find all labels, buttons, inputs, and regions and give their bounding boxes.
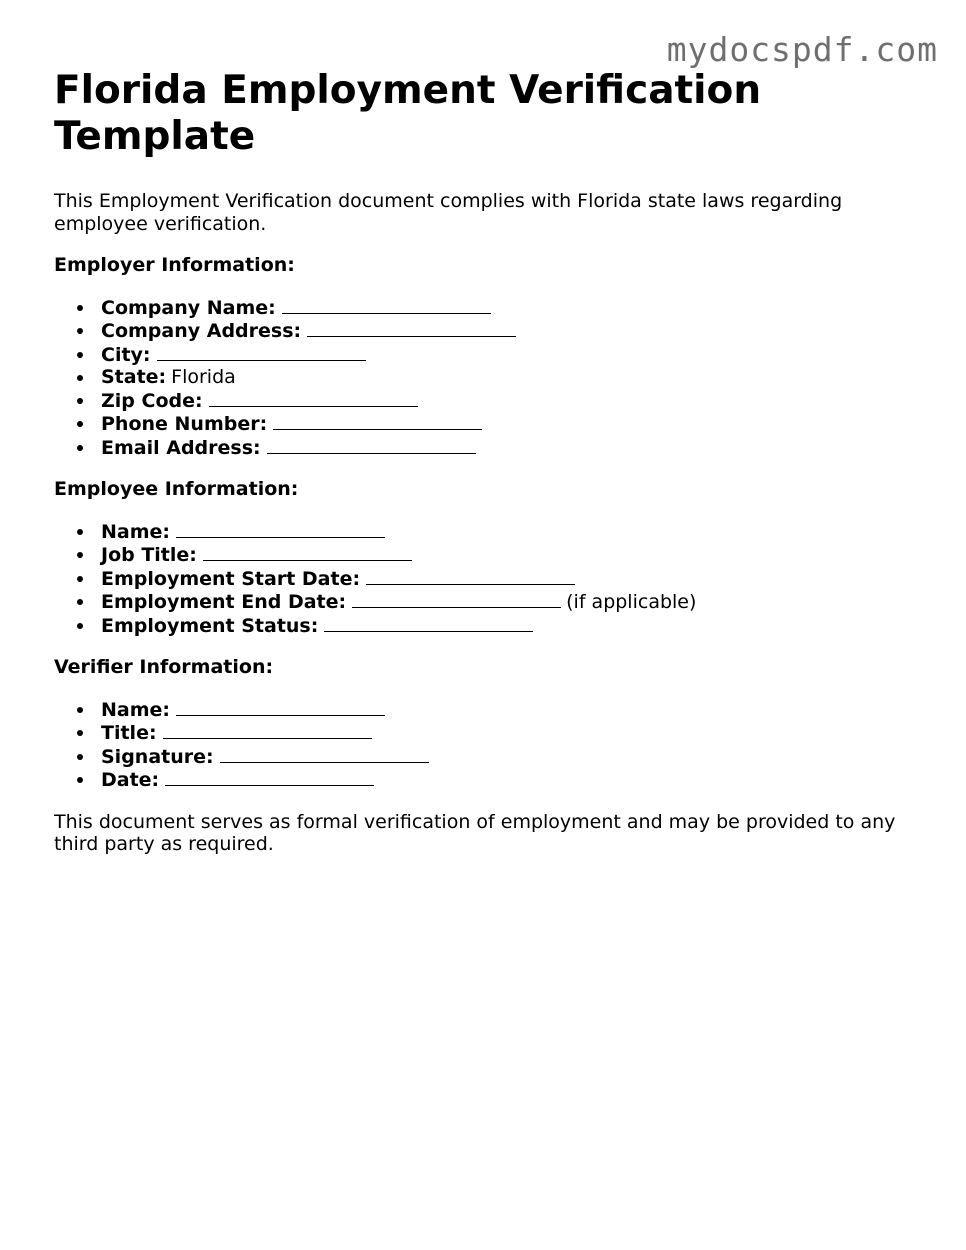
employee-field-list [54,520,914,638]
list-item [101,698,914,722]
verifier-name-blank [176,698,385,716]
list-item [101,366,914,389]
end-date-label: Employment End Date: [101,591,347,613]
list-item [101,389,914,413]
company-address-blank [307,319,516,337]
state-label: State: [101,366,167,388]
verifier-title-label: Title: [101,722,157,744]
intro-paragraph: This Employment Verification document complies with Florida state laws regarding employee verification. [54,190,843,235]
company-name-blank [282,296,491,314]
state-value: Florida [171,366,236,388]
employee-name-blank [176,520,385,538]
city-blank [157,343,366,361]
zip-code-blank [209,389,418,407]
list-item [101,343,914,367]
list-item [101,590,914,614]
end-date-note: (if applicable) [566,591,697,613]
employment-status-blank [324,614,533,632]
phone-number-blank [273,412,482,430]
list-item [101,721,914,745]
list-item [101,319,914,343]
list-item [101,296,914,320]
page-title: Florida Employment Verification Template [54,68,762,159]
zip-code-label: Zip Code: [101,389,203,412]
date-label: Date: [101,769,160,791]
email-address-label: Email Address: [101,436,261,459]
signature-blank [220,745,429,763]
employer-section-heading: Employer Information: [54,254,295,276]
job-title-blank [203,543,412,561]
list-item [101,768,914,792]
email-address-blank [267,436,476,454]
verifier-section-heading: Verifier Information: [54,656,274,678]
employer-field-list [54,296,914,460]
list-item [101,520,914,544]
start-date-blank [366,567,575,585]
company-name-label: Company Name: [101,296,276,319]
verifier-name-label: Name: [101,698,171,721]
verifier-field-list [54,698,914,792]
list-item [101,436,914,460]
list-item [101,745,914,769]
list-item [101,543,914,567]
verifier-title-blank [163,721,372,739]
closing-paragraph: This document serves as formal verification of employment and may be provided to any third party as required. [54,810,896,855]
job-title-label: Job Title: [101,544,197,566]
start-date-label: Employment Start Date: [101,567,361,590]
document-body [54,68,914,856]
city-label: City: [101,343,151,366]
list-item [101,412,914,436]
watermark: mydocspdf.com [666,30,938,69]
signature-label: Signature: [101,745,214,768]
date-blank [165,768,374,786]
phone-number-label: Phone Number: [101,413,268,435]
employee-section-heading: Employee Information: [54,478,299,500]
list-item [101,614,914,638]
employee-name-label: Name: [101,520,171,543]
list-item [101,567,914,591]
end-date-blank [352,590,561,608]
employment-status-label: Employment Status: [101,614,319,637]
company-address-label: Company Address: [101,320,302,342]
